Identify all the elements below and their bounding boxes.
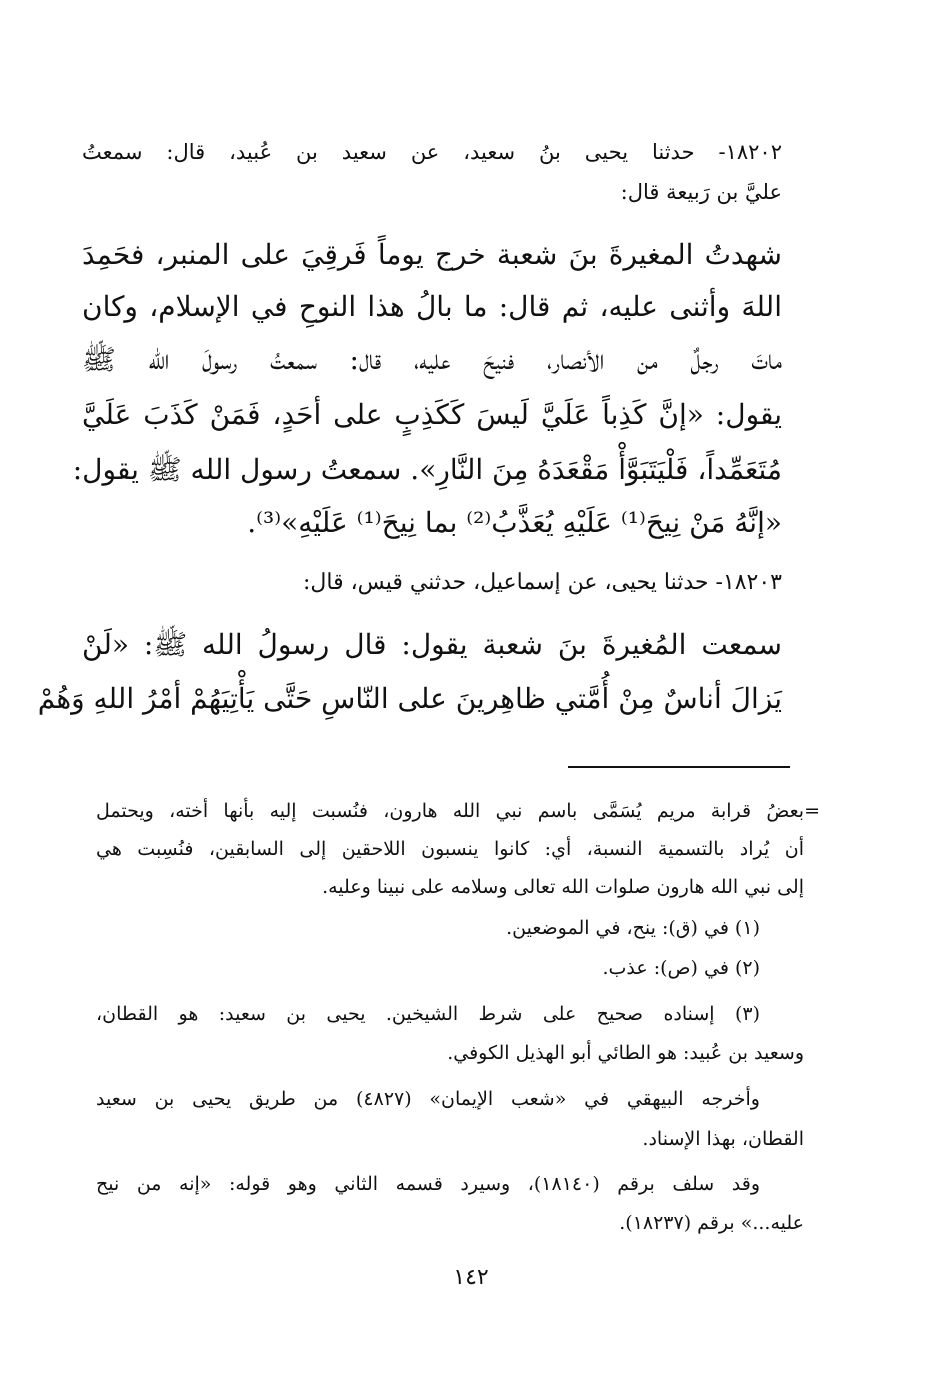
footnote-3-line-1: (٣) إسناده صحيح على شرط الشيخين. يحيى بن سعيد: هو القطان، xyxy=(96,1003,760,1025)
footnote-3-cross-ref-line-2: عليه...» برقم (١٨٢٣٧). xyxy=(619,1212,804,1234)
hadith-18202-line-5: مُتَعَمِّداً، فَلْيَتَبَوَّأْ مَقْعَدَهُ مِنَ النَّارِ». سمعتُ رسول الله ﷺ يقول: xyxy=(72,453,782,486)
hadith-18202-line-3: ماتَ رجلٌ من الأنصار، فنيحَ عليه، قال: سمعتُ رسولَ الله ﷺ xyxy=(82,343,782,376)
hadith-18202-header-line-1: ١٨٢٠٢- حدثنا يحيى بنُ سعيد، عن سعيد بن عُبيد، قال: سمعتُ xyxy=(82,140,782,164)
hadith-18202-line-4: يقول: «إنَّ كَذِباً عَلَيَّ لَيسَ كَكَذِبٍ على أحَدٍ، فَمَنْ كَذَبَ عَلَيَّ xyxy=(82,398,782,431)
hadith-18202-header-line-2: عليَّ بن رَبيعة قال: xyxy=(620,180,782,204)
footnote-continuation-line-1: =بعضُ قرابة مريم يُسَمَّى باسم نبي الله هارون، فنُسبت إليه بأنها أخته، ويحتمل xyxy=(96,800,820,822)
footnote-1: (١) في (ق): ينح، في الموضعين. xyxy=(506,917,760,939)
footnote-2: (٢) في (ص): عذب. xyxy=(602,957,760,979)
hadith-18202-line-6: «إنَّهُ مَنْ نِيحَ⁽¹⁾ عَلَيْهِ يُعَذَّبُ⁽²⁾ بما نِيحَ⁽¹⁾ عَلَيْهِ»⁽³⁾. xyxy=(247,506,782,539)
hadith-18202-line-1: شهدتُ المغيرةَ بنَ شعبة خرج يوماً فَرقِيَ على المنبر، فحَمِدَ xyxy=(82,238,782,271)
hadith-18203-line-1: سمعت المُغيرةَ بنَ شعبة يقول: قال رسولُ الله ﷺ: «لَنْ xyxy=(82,628,782,661)
footnote-3-cross-ref-line-1: وقد سلف برقم (١٨١٤٠)، وسيرد قسمه الثاني وهو قوله: «إنه من نيح xyxy=(96,1173,760,1195)
footnote-3-takhrij-line-1: وأخرجه البيهقي في «شعب الإيمان» (٤٨٢٧) من طريق يحيى بن سعيد xyxy=(96,1088,760,1110)
hadith-18203-line-2: يَزالَ أناسٌ مِنْ أُمَّتي ظاهِرينَ على النّاسِ حَتَّى يَأْتِيَهُمْ أمْرُ اللهِ وَهُمْ xyxy=(37,682,782,715)
footnote-3-takhrij-line-2: القطان، بهذا الإسناد. xyxy=(642,1128,804,1150)
hadith-18202-line-2: اللهَ وأثنى عليه، ثم قال: ما بالُ هذا النوحِ في الإسلام، وكان xyxy=(82,290,782,323)
page-number: ١٤٢ xyxy=(453,1265,489,1290)
hadith-18203-header: ١٨٢٠٣- حدثنا يحيى، عن إسماعيل، حدثني قيس، قال: xyxy=(302,570,782,595)
footnote-continuation-line-2: أن يُراد بالتسمية النسبة، أي: كانوا ينسبون اللاحقين إلى السابقين، فنُسِبت هي xyxy=(96,838,804,860)
footnote-separator xyxy=(568,766,790,768)
footnote-continuation-line-3: إلى نبي الله هارون صلوات الله تعالى وسلامه على نبينا وعليه. xyxy=(322,876,804,898)
footnote-3-line-2: وسعيد بن عُبيد: هو الطائي أبو الهذيل الكوفي. xyxy=(447,1042,804,1064)
